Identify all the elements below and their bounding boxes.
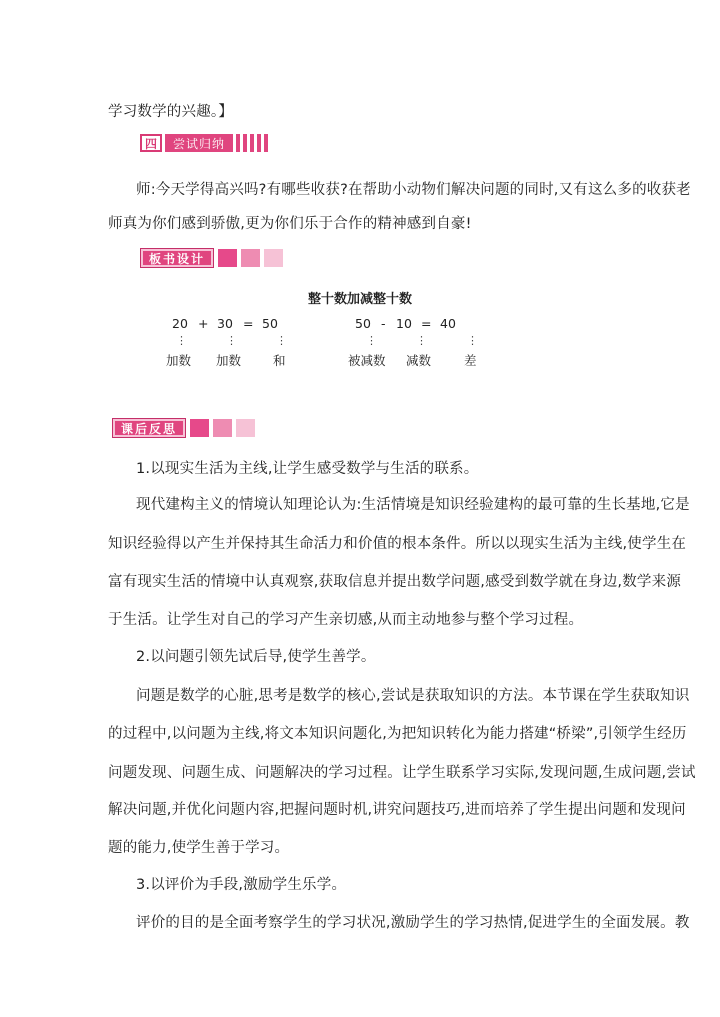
board-title: 整十数加减整十数 [307, 292, 412, 307]
paragraph-line: 评价的目的是全面考察学生的学习状况,激励学生的学习热情,促进学生的全面发展。教 [136, 915, 690, 931]
paragraph-line: 知识经验得以产生并保持其生命活力和价值的根本条件。所以以现实生活为主线,使学生在 [108, 536, 687, 552]
paragraph-line: 师:今天学得高兴吗?有哪些收获?在帮助小动物们解决问题的同时,又有这么多的收获老 [136, 182, 691, 198]
dotted-connector: ⋮ [416, 334, 427, 347]
minus-sign: - [381, 316, 386, 331]
banner-square [241, 249, 260, 267]
dotted-connector: ⋮ [176, 334, 187, 347]
label-addend: 加数 [216, 353, 242, 368]
dotted-connector: ⋮ [276, 334, 287, 347]
paragraph-line: 的过程中,以问题为主线,将文本知识问题化,为把知识转化为能力搭建“桥梁”,引领学生经历 [108, 726, 687, 742]
label-sum: 和 [273, 353, 286, 368]
label-addend: 加数 [166, 353, 192, 368]
dotted-connector: ⋮ [366, 334, 377, 347]
paragraph-line: 解决问题,并优化问题内容,把握问题时机,讲究问题技巧,进而培养了学生提出问题和发现问 [108, 802, 686, 818]
paragraph-line: 现代建构主义的情境认知理论认为:生活情境是知识经验建构的最可靠的生长基地,它是 [136, 497, 690, 513]
label-difference: 差 [464, 353, 477, 368]
paragraph-line: 师真为你们感到骄傲,更为你们乐于合作的精神感到自豪! [108, 216, 472, 232]
addend-1: 20 [172, 316, 188, 331]
difference: 40 [440, 316, 456, 331]
section-title: 尝试归纳 [165, 134, 233, 152]
label-minuend: 被减数 [348, 353, 386, 368]
banner-square [218, 249, 237, 267]
label-subtrahend: 减数 [406, 353, 432, 368]
subtrahend: 10 [396, 316, 412, 331]
banner-stripe [257, 134, 261, 152]
banner-stripe [264, 134, 268, 152]
reflection-point-1: 1.以现实生活为主线,让学生感受数学与生活的联系。 [136, 461, 479, 477]
banner-stripe [243, 134, 247, 152]
banner-stripe [236, 134, 240, 152]
minuend: 50 [355, 316, 371, 331]
reflection-point-2: 2.以问题引领先试后导,使学生善学。 [136, 649, 376, 665]
dotted-connector: ⋮ [467, 334, 478, 347]
banner-square [213, 419, 232, 437]
dotted-connector: ⋮ [226, 334, 237, 347]
section-four-banner [140, 133, 268, 153]
paragraph-line: 题的能力,使学生善于学习。 [108, 840, 290, 856]
reflection-banner [112, 418, 255, 438]
board-design-banner [140, 248, 283, 268]
equals-sign: = [243, 316, 254, 331]
paragraph-line: 富有现实生活的情境中认真观察,获取信息并提出数学问题,感受到数学就在身边,数学来源 [108, 574, 682, 590]
paragraph-line: 于生活。让学生对自己的学习产生亲切感,从而主动地参与整个学习过程。 [108, 612, 584, 628]
reflection-point-3: 3.以评价为手段,激励学生乐学。 [136, 877, 347, 893]
addend-2: 30 [217, 316, 233, 331]
banner-stripe [250, 134, 254, 152]
paragraph-line: 问题是数学的心脏,思考是数学的核心,尝试是获取知识的方法。本节课在学生获取知识 [136, 688, 690, 704]
banner-square [236, 419, 255, 437]
banner-square [264, 249, 283, 267]
equals-sign: = [421, 316, 432, 331]
plus-sign: + [198, 316, 209, 331]
top-line: 学习数学的兴趣。】 [108, 104, 234, 120]
banner-title: 板书设计 [140, 248, 214, 268]
section-number: 四 [140, 134, 162, 152]
banner-title: 课后反思 [112, 418, 186, 438]
sum: 50 [262, 316, 278, 331]
paragraph-line: 问题发现、问题生成、问题解决的学习过程。让学生联系学习实际,发现问题,生成问题,尝试 [108, 765, 696, 781]
banner-square [190, 419, 209, 437]
